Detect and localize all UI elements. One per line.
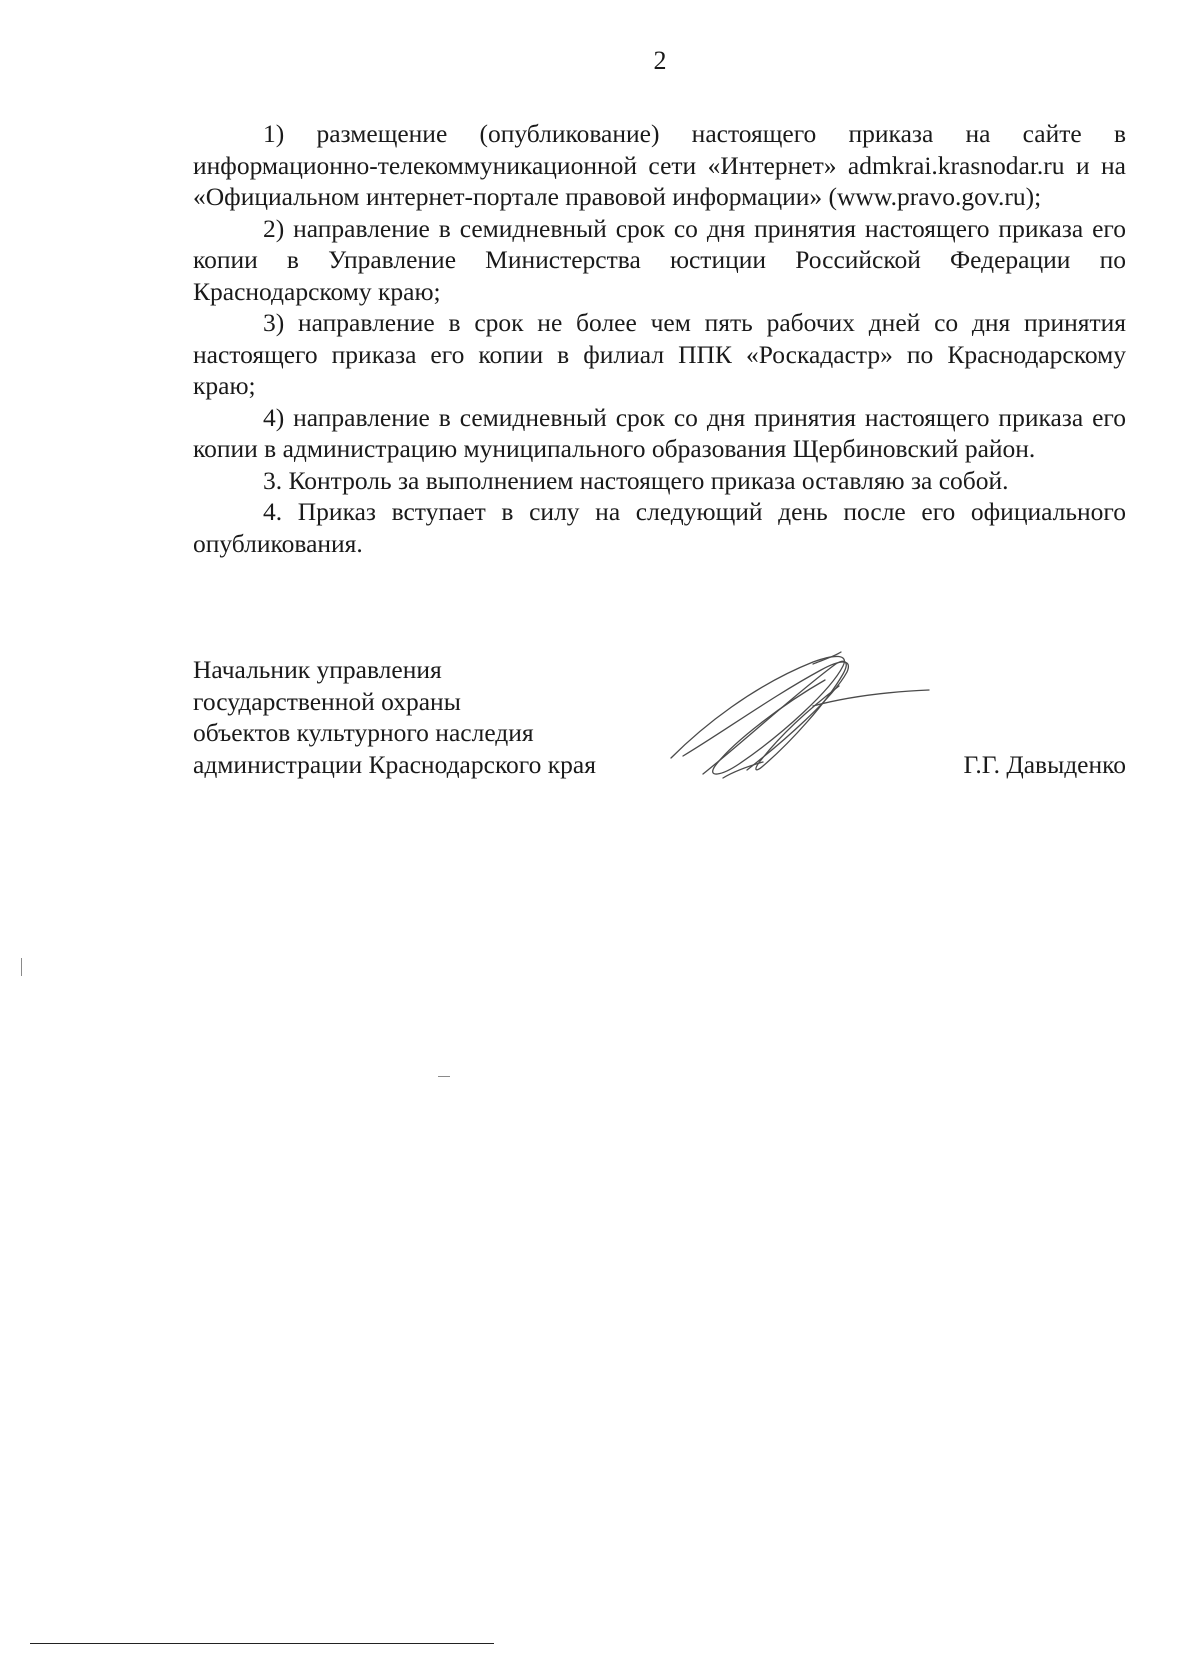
signer-position-line: государственной охраны: [193, 686, 461, 716]
paragraph-roskadastr: 3) направление в срок не более чем пять рабочих дней со дня принятия настоящего приказа его копии в филиал ППК «Роскадастр» по Краснодарскому краю;: [193, 308, 1126, 400]
handwritten-signature: [663, 646, 938, 786]
paragraph-ministry-of-justice: 2) направление в семидневный срок со дня принятия настоящего приказа его копии в Управление Министерства юстиции Российской Федерации по Краснодарскому краю;: [193, 213, 1126, 306]
paragraph-municipal-administration: 4) направление в семидневный срок со дня принятия настоящего приказа его копии в администрацию муниципального образования Щербиновский район.: [193, 402, 1126, 463]
signer-position-line: объектов культурного наследия: [193, 718, 534, 747]
body-text: [193, 118, 1126, 559]
paragraph-control: 3. Контроль за выполнением настоящего приказа оставляю за собой.: [263, 465, 1009, 495]
paragraph-entry-into-force: 4. Приказ вступает в силу на следующий день после его официального опубликования.: [193, 497, 1126, 558]
scan-artifact: [21, 958, 22, 976]
page-number: 2: [653, 46, 667, 75]
scan-artifact: [438, 1076, 450, 1077]
footer-divider: [30, 1643, 494, 1644]
signer-name: Г.Г. Давыденко: [963, 749, 1126, 779]
signer-position-line: администрации Краснодарского края: [193, 749, 596, 779]
paragraph-publication: 1) размещение (опубликование) настоящего приказа на сайте в информационно-телекоммуникационной сети «Интернет» admkrai.krasnodar.ru и на «Официальном интернет-портале правовой информации» (www.pravo.gov.ru);: [193, 119, 1126, 211]
signer-position-line: Начальник управления: [193, 655, 442, 684]
signature-block: [193, 654, 1126, 804]
signer-position: [193, 654, 596, 780]
